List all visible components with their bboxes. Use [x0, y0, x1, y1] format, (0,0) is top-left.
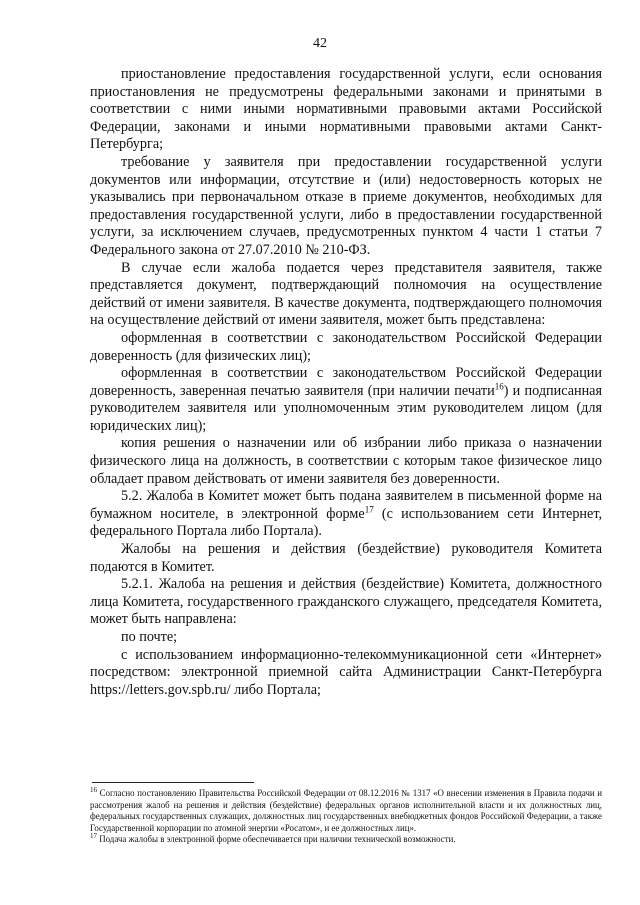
paragraph-by-mail: по почте; — [121, 629, 178, 645]
footnote-number: 16 — [90, 786, 97, 795]
footnote-ref-17[interactable]: 17 — [364, 504, 374, 515]
footnotes — [90, 788, 602, 846]
paragraph-text: (с использованием сети Интернет, федерального Портала либо Портала). — [90, 505, 603, 540]
footnote-number: 17 — [90, 832, 97, 841]
footnote-divider — [92, 782, 254, 783]
paragraph-power-of-attorney-legal — [90, 365, 602, 435]
footnote-text: Подача жалобы в электронной форме обеспечивается при наличии технической возможности. — [97, 834, 456, 845]
footnote-text: Согласно постановлению Правительства Российской Федерации от 08.12.2016 № 1317 «О внесении изменения в Правила подачи и рассмотрения жалоб на решения и действия (бездействие) федеральных органов исполнительной власти и их должностных лиц, федеральных государственных служащих, должностных лиц государственных внебюджетных фондов Российской Федерации, а также Государственной корпорации по атомной энергии «Росатом», и ее должностных лиц». — [90, 788, 602, 833]
paragraph-text: оформленная в соответствии с законодательством Российской Федерации доверенность, заверенная печатью заявителя (при наличии печати — [90, 365, 602, 399]
paragraph-5-2-1: 5.2.1. Жалоба на решения и действия (бездействие) Комитета, должностного лица Комитета, государственного гражданского служащего, председателя Комитета, может быть направлена: — [90, 576, 602, 628]
footnote-16 — [90, 788, 602, 834]
paragraph-appointment-copy: копия решения о назначении или об избрании либо приказа о назначении физического лица на должность, в соответствии с которым такое физическое лицо обладает правом действовать от имени заявителя без доверенности. — [90, 435, 602, 487]
paragraph-internet: с использованием информационно-телекоммуникационной сети «Интернет» посредством: электронной приемной сайта Администрации Санкт-Петербурга https://letters.gov.spb.ru/ либо Портала; — [90, 646, 602, 698]
paragraph-document-requirement: требование у заявителя при предоставлении государственной услуги документов или информации, отсутствие и (или) недостоверность которых не указывались при первоначальном отказе в приеме документов, необходимых для предоставления государственной услуги, либо в предоставлении государственной услуги, за исключением случаев, предусмотренных пунктом 4 части 1 статьи 7 Федерального закона от 27.07.2010 № 210-ФЗ. — [90, 153, 602, 258]
document-body — [90, 66, 602, 699]
paragraph-representative: В случае если жалоба подается через представителя заявителя, также представляется документ, подтверждающий полномочия на осуществление действий от имени заявителя. В качестве документа, подтверждающего полномочия на осуществление действий от имени заявителя, может быть представлена: — [90, 259, 602, 329]
footnote-ref-16[interactable]: 16 — [494, 380, 504, 391]
paragraph-power-of-attorney-individuals: оформленная в соответствии с законодательством Российской Федерации доверенность (для физических лиц); — [90, 329, 602, 364]
footnote-17 — [90, 834, 602, 846]
paragraph-suspension: приостановление предоставления государственной услуги, если основания приостановления не предусмотрены федеральными законами и принятыми в соответствии с ними иными нормативными правовыми актами Российской Федерации, законами и иными нормативными правовыми актами Санкт-Петербурга; — [90, 66, 602, 153]
paragraph-text: 5.2. Жалоба в Комитет может быть подана заявителем в письменной форме на бумажном носителе, в электронной форме — [90, 488, 602, 522]
paragraph-5-2 — [90, 488, 602, 541]
paragraph-text: ) и подписанная руководителем заявителя или уполномоченным этим руководителем лицом (для юридических лиц); — [90, 382, 602, 434]
paragraph-head-complaints: Жалобы на решения и действия (бездействие) руководителя Комитета подаются в Комитет. — [90, 541, 602, 575]
page-number: 42 — [313, 36, 327, 51]
